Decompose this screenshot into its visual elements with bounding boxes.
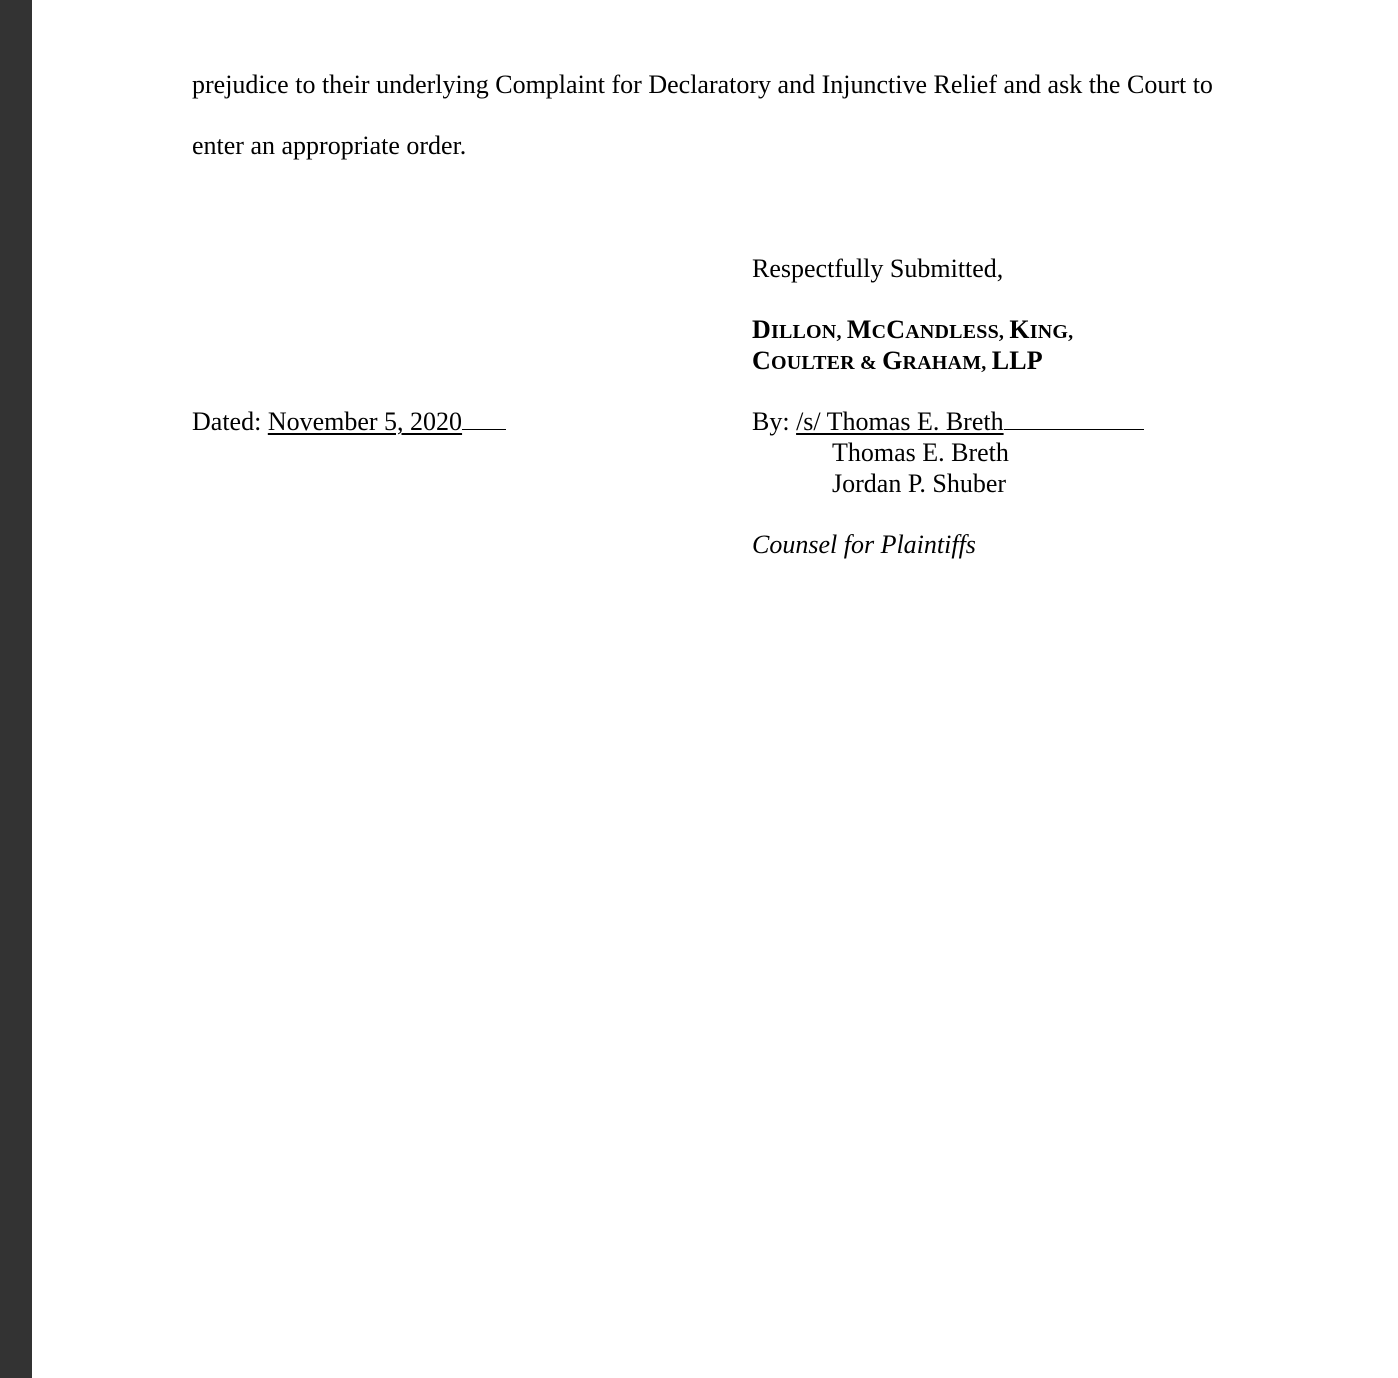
body-text-line-2: enter an appropriate order.: [192, 131, 467, 160]
signer-name-1: Thomas E. Breth: [832, 438, 1009, 467]
firm-text-ing: ING,: [1029, 321, 1074, 343]
firm-text-c: C: [871, 321, 887, 343]
viewer-left-margin: [0, 0, 32, 1378]
closing-salutation: Respectfully Submitted,: [752, 254, 1004, 283]
law-firm-name-line-1: [752, 315, 1073, 347]
firm-initial-m: M: [846, 315, 872, 344]
dated-value: November 5, 2020: [267, 407, 463, 436]
law-firm-name-line-2: [752, 346, 1043, 378]
firm-text-oulter: OULTER &: [770, 352, 883, 374]
dated-line: [192, 407, 506, 437]
signature-line: [752, 407, 1144, 437]
firm-text-andless: ANDLESS,: [905, 321, 1010, 343]
firm-initial-g: G: [882, 346, 903, 375]
firm-initial-k: K: [1009, 315, 1030, 344]
by-label: By:: [752, 407, 797, 436]
firm-text-illon: ILLON,: [770, 321, 847, 343]
counsel-designation: Counsel for Plaintiffs: [752, 530, 976, 559]
firm-initial-d: D: [752, 315, 771, 344]
firm-initial-c: C: [886, 315, 906, 344]
electronic-signature: /s/ Thomas E. Breth: [796, 407, 1004, 436]
dated-blank-line: [462, 407, 506, 430]
firm-llp: LLP: [991, 346, 1043, 375]
signature-blank-line: [1004, 407, 1144, 430]
firm-text-raham: RAHAM,: [902, 352, 992, 374]
body-text-line-1: prejudice to their underlying Complaint for Declaratory and Injunctive Relief and ask the Court to: [192, 70, 1213, 99]
firm-initial-c2: C: [752, 346, 771, 375]
signer-name-2: Jordan P. Shuber: [832, 469, 1007, 498]
dated-label: Dated:: [192, 407, 268, 436]
document-page: [32, 0, 1398, 1378]
